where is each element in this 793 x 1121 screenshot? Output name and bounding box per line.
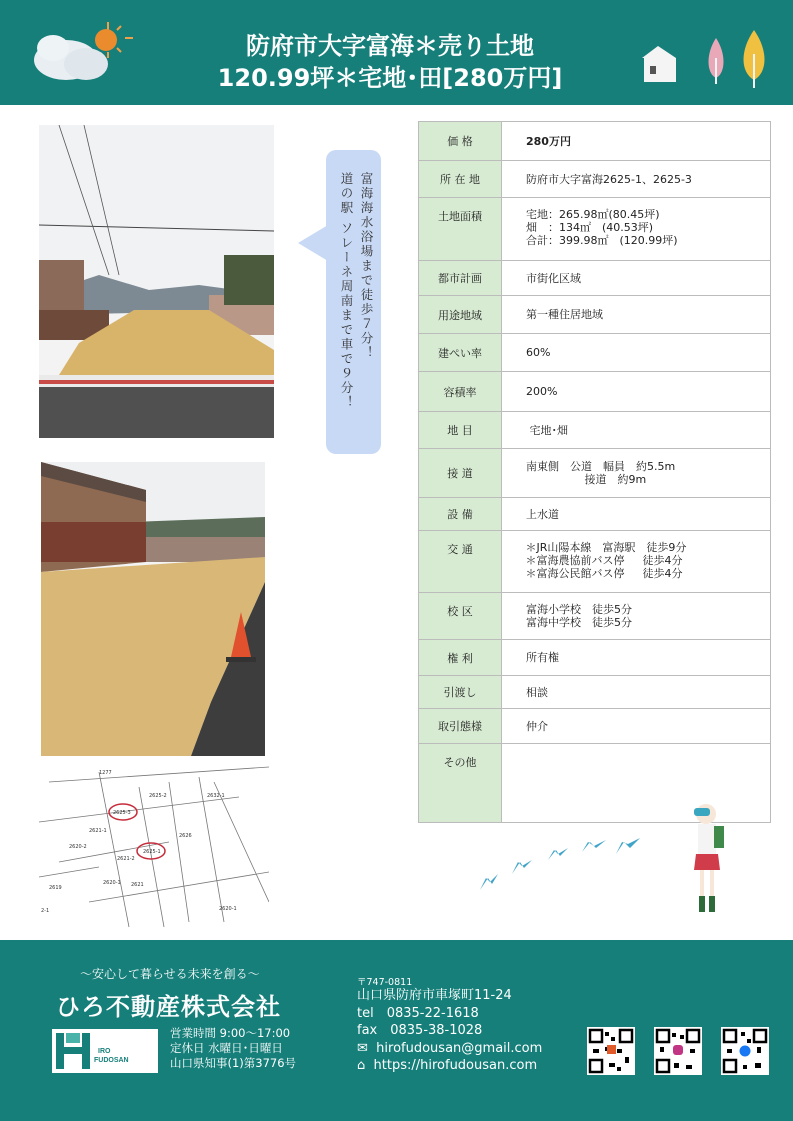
phone-number[interactable]: tel 0835-22-1618 (357, 1005, 479, 1021)
email-line[interactable] (357, 1040, 542, 1058)
email-address[interactable]: hirofudousan@gmail.com (376, 1040, 543, 1056)
fax-number: fax 0835-38-1028 (357, 1023, 483, 1038)
row-label-handover: 引渡し (419, 676, 502, 709)
row-value-transaction: 仲介 (502, 709, 771, 744)
table-row (419, 334, 771, 372)
qr-instagram-icon (654, 1027, 702, 1075)
mail-icon: ✉ (357, 1040, 368, 1056)
header-banner (0, 0, 793, 105)
lot-plan-drawing (39, 762, 269, 932)
house-trees-icon (636, 28, 776, 88)
qr-facebook-icon (721, 1027, 769, 1075)
row-value-coverage: 60% (502, 334, 771, 372)
table-row (419, 372, 771, 412)
row-value-road-access: 南東側 公道 幅員 約5.5m 接道 約9m (502, 449, 771, 498)
row-label-road-access: 接 道 (419, 449, 502, 498)
table-row (419, 161, 771, 198)
row-value-price: 280万円 (502, 122, 771, 161)
contact-info (357, 987, 542, 1075)
row-label-other: その他 (419, 744, 502, 823)
page-title (150, 30, 630, 94)
address: 山口県防府市車塚町11-24 (357, 988, 512, 1003)
table-row (419, 198, 771, 261)
table-row (419, 531, 771, 593)
logo-text-bottom: FUDOSAN (94, 1057, 129, 1064)
table-row (419, 122, 771, 161)
holiday-info: 定休日 水曜日･日曜日 (170, 1041, 283, 1055)
row-label-transport: 交 通 (419, 531, 502, 593)
logo-text-top: IRO (98, 1048, 111, 1055)
plan-label: 1277 (99, 770, 112, 776)
table-row (419, 593, 771, 640)
plan-label: 2621-2 (117, 856, 135, 862)
row-label-transaction: 取引態様 (419, 709, 502, 744)
qr-code-website[interactable] (587, 1027, 635, 1075)
website-url[interactable]: https://hirofudousan.com (373, 1058, 538, 1073)
qr-code-facebook[interactable] (721, 1027, 769, 1075)
access-note-text: 富海海水浴場まで徒歩７分！ 道の駅 ソレーネ周南まで車で９分！ (339, 172, 374, 410)
qr-website-icon (587, 1027, 635, 1075)
business-hours: 営業時間 9:00～17:00 (170, 1026, 291, 1040)
plan-label: 2625-1 (143, 849, 161, 855)
property-info-table (418, 121, 771, 823)
company-name: ひろ不動産株式会社 (56, 993, 281, 1021)
table-row (419, 676, 771, 709)
girl-binoculars-illustration (680, 800, 735, 920)
row-value-location: 防府市大字富海2625-1、2625-3 (502, 161, 771, 198)
row-label-utilities: 設 備 (419, 498, 502, 531)
plan-label: 2626 (179, 833, 192, 839)
plan-label: 2619 (49, 885, 62, 891)
postal-code: 〒747-0811 (357, 977, 413, 988)
birds-illustration (470, 830, 650, 900)
table-row (419, 640, 771, 676)
row-value-rights: 所有権 (502, 640, 771, 676)
land-photo-lot (41, 462, 265, 756)
row-value-transport: ＊JR山陽本線 富海駅 徒歩9分 ＊富海農協前バス停 徒歩4分 ＊富海公民館バス停 徒歩4分 (502, 531, 771, 593)
plan-label: 2625-3 (113, 810, 131, 816)
land-photo-street-image (39, 125, 274, 438)
table-row (419, 412, 771, 449)
row-label-location: 所 在 地 (419, 161, 502, 198)
row-label-city-planning: 都市計画 (419, 261, 502, 296)
row-label-rights: 権 利 (419, 640, 502, 676)
row-label-coverage: 建ぺい率 (419, 334, 502, 372)
plan-label: 2621 (131, 882, 144, 888)
row-value-handover: 相談 (502, 676, 771, 709)
table-row (419, 296, 771, 334)
business-info (170, 1026, 296, 1071)
row-label-area: 土地面積 (419, 198, 502, 261)
cloud-sun-icon (28, 18, 138, 88)
access-note (332, 172, 376, 442)
table-row (419, 709, 771, 744)
land-photo-street (39, 125, 274, 438)
plan-label: 2620-1 (103, 880, 121, 886)
row-value-land-category: 宅地･畑 (502, 412, 771, 449)
title-line-2: 120.99坪＊宅地･田[280万円] (217, 64, 563, 92)
company-logo-mark (52, 1029, 158, 1073)
row-label-school-district: 校 区 (419, 593, 502, 640)
row-label-price: 価 格 (419, 122, 502, 161)
land-photo-lot-image (41, 462, 265, 756)
qr-code-instagram[interactable] (654, 1027, 702, 1075)
plan-label: 2632-1 (207, 793, 225, 799)
plan-label: 2625-2 (149, 793, 167, 799)
title-line-1: 防府市大字富海＊売り土地 (246, 32, 534, 60)
row-value-area: 宅地：265.98㎡(80.45坪) 畑 ：134㎡ (40.53坪) 合計：399.98㎡ (120.99坪) (502, 198, 771, 261)
speech-bubble-tail (298, 225, 328, 261)
lot-plan-map (39, 762, 269, 932)
plan-label: 2620-1 (219, 906, 237, 912)
row-value-zoning: 第一種住居地域 (502, 296, 771, 334)
footer (0, 940, 793, 1121)
company-logo (52, 1029, 158, 1073)
table-row (419, 449, 771, 498)
row-value-school-district: 富海小学校 徒歩5分 富海中学校 徒歩5分 (502, 593, 771, 640)
company-tagline: ～安心して暮らせる未来を創る～ (80, 967, 260, 981)
row-label-zoning: 用途地域 (419, 296, 502, 334)
home-icon: ⌂ (357, 1058, 366, 1073)
row-value-utilities: 上水道 (502, 498, 771, 531)
website-line[interactable] (357, 1057, 542, 1075)
row-label-land-category: 地 目 (419, 412, 502, 449)
plan-label: 2620-2 (69, 844, 87, 850)
row-value-city-planning: 市街化区域 (502, 261, 771, 296)
plan-label: 2621-1 (89, 828, 107, 834)
table-row (419, 498, 771, 531)
license-number: 山口県知事(1)第3776号 (170, 1056, 297, 1070)
plan-label: 2-1 (41, 908, 50, 914)
table-row (419, 261, 771, 296)
row-label-floor-ratio: 容積率 (419, 372, 502, 412)
row-value-floor-ratio: 200% (502, 372, 771, 412)
